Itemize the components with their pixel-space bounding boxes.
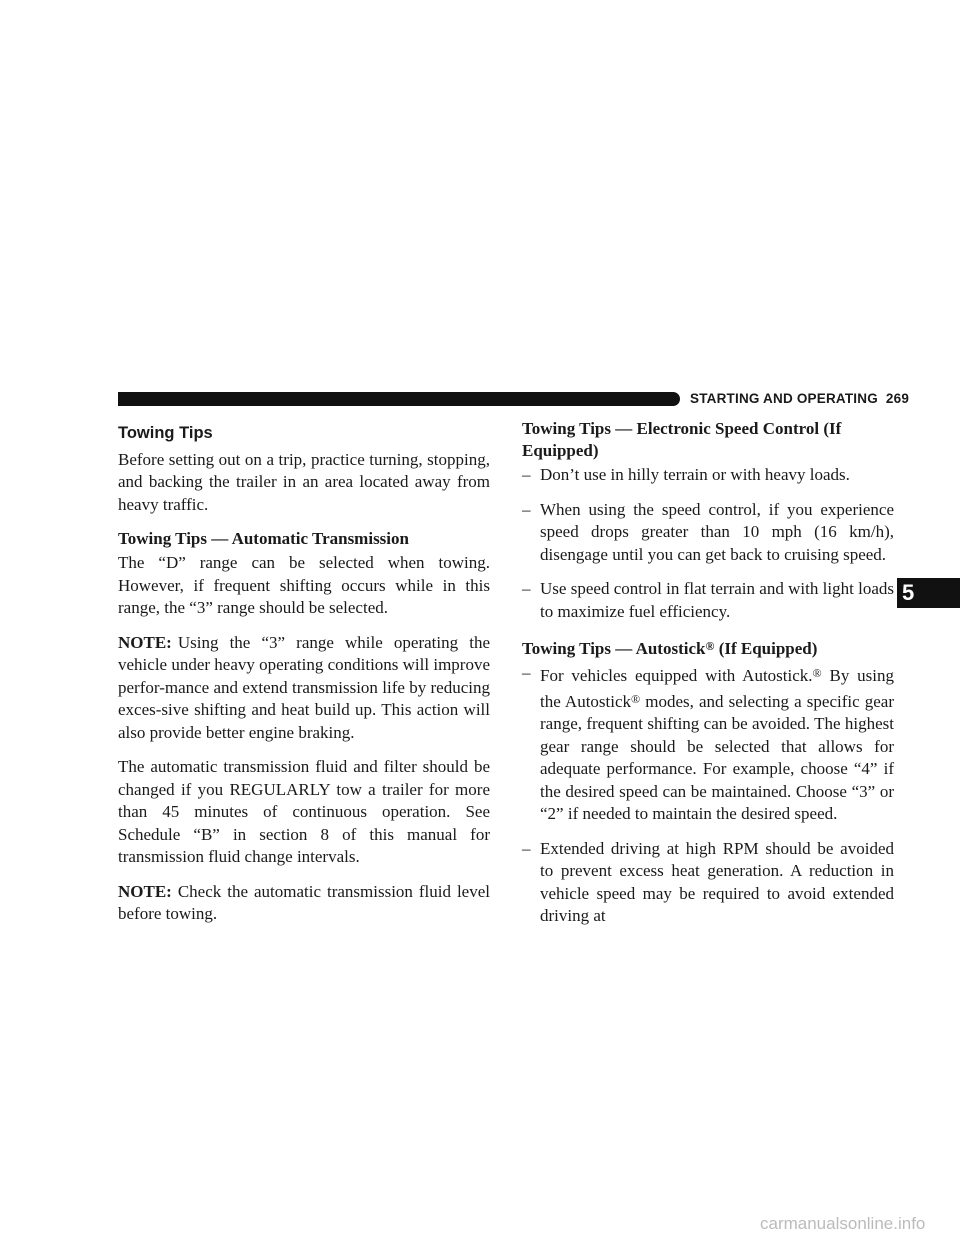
note-paragraph-2: [118, 881, 490, 926]
list-item: – Extended driving at high RPM should be avoided to prevent excess heat generation. A reduction in vehicle speed may be required to avoid extended driving at: [522, 838, 894, 928]
header-rule: [118, 392, 680, 406]
registered-mark: ®: [631, 691, 641, 706]
intro-paragraph: Before setting out on a trip, practice turning, stopping, and backing the trailer in an area located away from heavy traffic.: [118, 449, 490, 514]
right-column: [522, 418, 894, 940]
note-label: NOTE:: [118, 632, 172, 652]
speed-control-list: [522, 464, 894, 623]
speed-control-heading: Towing Tips — Electronic Speed Control (If Equipped): [522, 419, 842, 460]
autostick-heading: Towing Tips — Autostick® (If Equipped): [522, 639, 818, 658]
note-text: Using the “3” range while operating the vehicle under heavy operating conditions will improve perfor-mance and extend transmission life by reducing exces-sive shifting and heat build up. This action will also provide better engine braking.: [118, 632, 491, 742]
autostick-list: [522, 662, 894, 928]
registered-mark: ®: [812, 666, 822, 680]
list-item: – For vehicles equipped with Autostick.® By using the Autostick® modes, and selecting a specific gear range, frequent shifting can be avoided. The highest gear range should be selected that allows for adequate performance. For example, choose “4” if the desired speed can be maintained. Choose “3” or “2” if needed to maintain the desired speed.: [522, 662, 894, 826]
registered-mark: ®: [705, 639, 715, 653]
chapter-tab: 5: [897, 578, 960, 608]
watermark: carmanualsonline.info: [760, 1214, 926, 1233]
list-item: – When using the speed control, if you experience speed drops greater than 10 mph (16 km/h), disengage until you can get back to cruising speed.: [522, 499, 894, 567]
list-item: – Use speed control in flat terrain and with light loads to maximize fuel efficiency.: [522, 578, 894, 623]
page-number: 269: [885, 391, 910, 406]
note-paragraph-1: [118, 632, 490, 745]
note-label: NOTE:: [118, 881, 172, 901]
running-header: [690, 391, 909, 406]
left-column: [118, 418, 490, 938]
section-title: STARTING AND OPERATING: [690, 391, 878, 406]
towing-tips-heading: Towing Tips: [118, 424, 213, 442]
note-text: Check the automatic transmission fluid level before towing.: [118, 881, 490, 923]
automatic-transmission-paragraph: The “D” range can be selected when towing. However, if frequent shifting occurs while in this range, the “3” range should be selected.: [118, 553, 490, 617]
list-item: – Don’t use in hilly terrain or with heavy loads.: [522, 464, 894, 487]
automatic-transmission-heading: Towing Tips — Automatic Transmission: [118, 529, 409, 548]
fluid-paragraph: The automatic transmission fluid and filter should be changed if you REGULARLY tow a trailer for more than 45 minutes of continuous operation. See Schedule “B” in section 8 of this manual for transmission fluid change intervals.: [118, 757, 490, 866]
